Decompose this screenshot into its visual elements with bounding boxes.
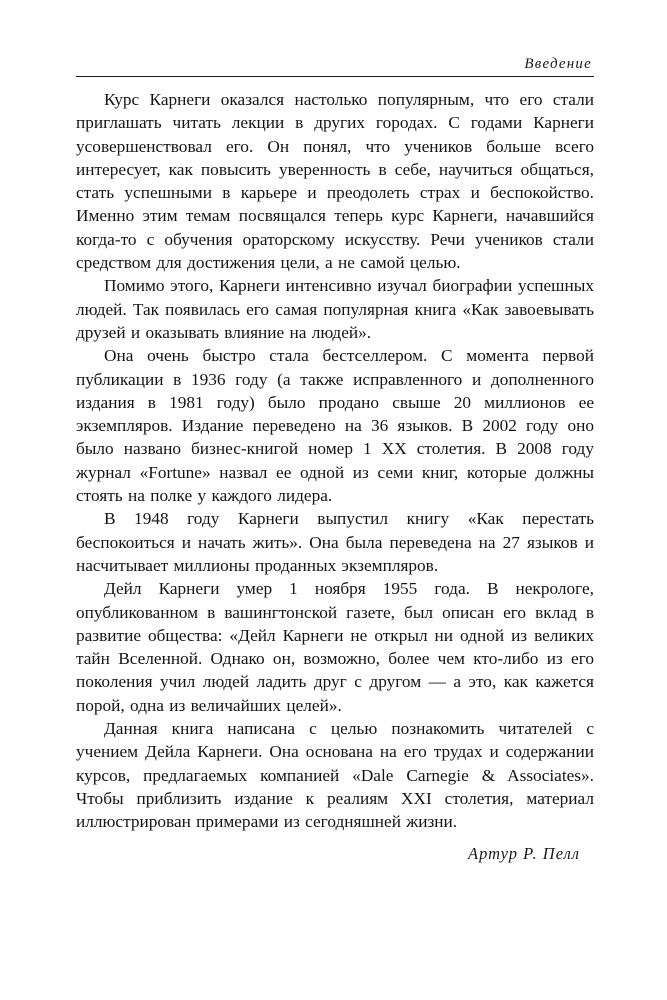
page-content bbox=[76, 56, 594, 864]
paragraph: Данная книга написана с целью познакомить читателей с учением Дейла Карнеги. Она основана на его трудах и содержании курсов, предлагаемых компанией «Dale Carnegie & Associates». Чтобы приблизить издание к реалиям XXI столетия, материал иллюстрирован примерами из сегодняшней жизни. bbox=[76, 719, 594, 832]
paragraph: Помимо этого, Карнеги интенсивно изучал биографии успешных людей. Так появилась его самая популярная книга «Как завоевывать друзей и оказывать влияние на людей». bbox=[76, 276, 594, 342]
paragraph: Курс Карнеги оказался настолько популярным, что его стали приглашать читать лекции в других городах. С годами Карнеги усовершенствовал его. Он понял, что учеников больше всего интересует, как повысить уверенность в себе, научиться общаться, стать успешными в карьере и преодолеть страх и беспокойство. Именно этим темам посвящался теперь курс Карнеги, начавшийся когда-то с обучения ораторскому искусству. Речи учеников стали средством для достижения цели, а не самой целью. bbox=[76, 90, 594, 273]
author-signature: Артур Р. Пелл bbox=[468, 843, 580, 863]
paragraph: Она очень быстро стала бестселлером. С момента первой публикации в 1936 году (а также исправленного и дополненного издания в 1981 году) было продано свыше 20 миллионов ее экземпляров. Издание переведено на 36 языков. В 2002 году оно было названо бизнес-книгой номер 1 XX столетия. В 2008 году журнал «Fortune» назвал ее одной из семи книг, которые должны стоять на полке у каждого лидера. bbox=[76, 346, 594, 506]
paragraph: Дейл Карнеги умер 1 ноября 1955 года. В некрологе, опубликованном в вашингтонской газете, был описан его вклад в развитие общества: «Дейл Карнеги не открыл ни одной из великих тайн Вселенной. Однако он, возможно, более чем кто-либо из его поколения учил людей ладить друг с другом — а это, как кажется порой, одна из величайших целей». bbox=[76, 579, 594, 715]
paragraph: В 1948 году Карнеги выпустил книгу «Как перестать беспокоиться и начать жить». Она была переведена на 27 языков и насчитывает миллионы проданных экземпляров. bbox=[76, 509, 594, 575]
running-header: Введение bbox=[524, 56, 592, 72]
body-text bbox=[76, 88, 594, 834]
header-rule bbox=[76, 76, 594, 77]
